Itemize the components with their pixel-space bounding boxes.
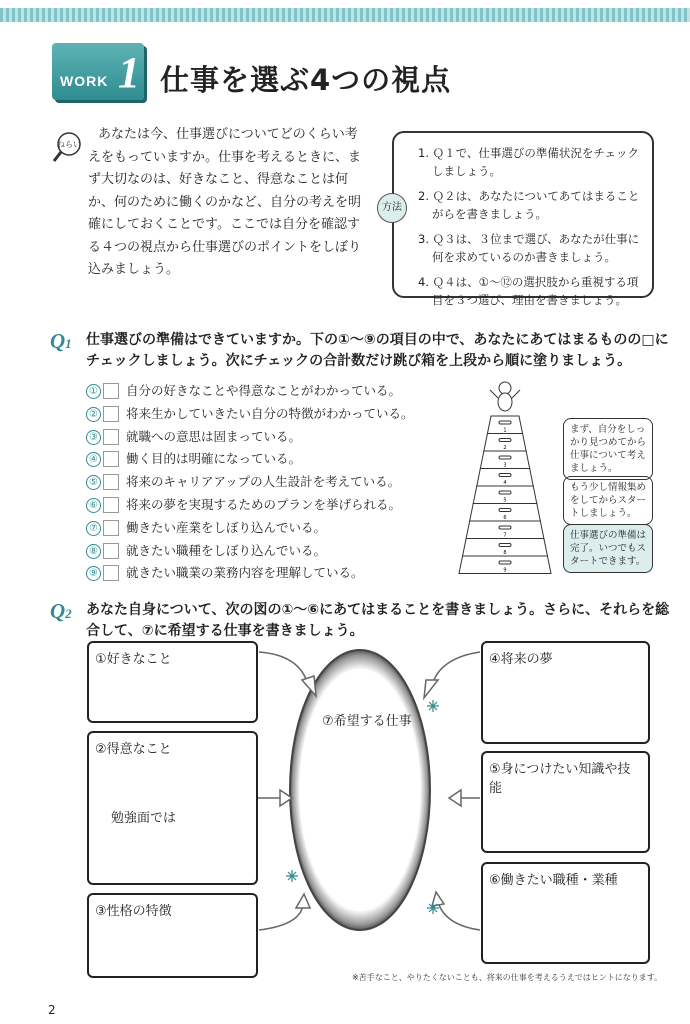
- q2-label: Q2: [50, 599, 72, 623]
- checkbox[interactable]: [103, 543, 119, 559]
- stair-level-number: 7: [503, 532, 507, 539]
- item-number: ⑧: [86, 544, 101, 559]
- checklist-item: [86, 426, 446, 449]
- item-label: 将来のキャリアアップの人生設計を考えている。: [126, 474, 401, 490]
- stair-level-number: 5: [503, 497, 507, 504]
- checkbox[interactable]: [103, 429, 119, 445]
- box-likes[interactable]: ①好きなこと: [87, 641, 258, 723]
- item-label: 就職への意思は固まっている。: [126, 428, 302, 444]
- stair-handle: [499, 474, 511, 477]
- method-step: 1. Ｑ１で、仕事選びの準備状況をチェックしましょう。: [418, 146, 640, 178]
- checkbox[interactable]: [103, 406, 119, 422]
- stair-level-number: 3: [503, 462, 507, 469]
- checkbox[interactable]: [103, 497, 119, 513]
- center-oval: [290, 650, 430, 930]
- method-tag: 方法: [377, 193, 407, 223]
- page-title: 仕事を選ぶ4つの視点: [160, 63, 452, 97]
- stair-handle: [499, 439, 511, 442]
- badge-number: 1: [118, 48, 140, 97]
- footnote: ※苦手なこと、やりたくないことも、将来の仕事を考えるうえではヒントになります。: [352, 973, 663, 982]
- method-step: 2. Ｑ２は、あなたについてあてはまることがらを書きましょう。: [418, 189, 640, 221]
- item-number: ⑦: [86, 521, 101, 536]
- stair-handle: [499, 421, 511, 424]
- work-badge: [52, 43, 144, 100]
- item-number: ⑥: [86, 498, 101, 513]
- box-future-dream[interactable]: ④将来の夢: [481, 641, 650, 744]
- stair-level-number: 2: [503, 445, 507, 451]
- checklist-item: [86, 403, 446, 426]
- item-number: ③: [86, 430, 101, 445]
- page-number: 2: [48, 1003, 56, 1017]
- stair-note-middle: もう少し情報集めをしてからスタートしましょう。: [563, 476, 653, 525]
- checklist-item: [86, 540, 446, 563]
- item-number: ②: [86, 407, 101, 422]
- checkbox[interactable]: [103, 451, 119, 467]
- item-number: ④: [86, 452, 101, 467]
- top-stripe: [0, 8, 690, 22]
- item-label: 自分の好きなことや得意なことがわかっている。: [126, 383, 402, 398]
- q1-question: 仕事選びの準備はできていますか。下の①～⑨の項目の中で、あなたにあてはまるものの□にチェックしましょう。次にチェックの合計数だけ跳び箱を上段から順に塗りましょう。: [86, 332, 669, 369]
- stair-level-number: 8: [503, 550, 507, 556]
- box-strengths[interactable]: ②得意なこと 勉強面では: [87, 731, 258, 885]
- stair-handle: [499, 526, 511, 529]
- box-personality[interactable]: ③性格の特徴: [87, 893, 258, 978]
- checkbox[interactable]: [103, 474, 119, 490]
- center-oval-label: ⑦希望する仕事: [322, 714, 412, 729]
- stair-handle: [499, 561, 511, 564]
- stair-handle: [499, 456, 511, 459]
- checkbox[interactable]: [103, 383, 119, 399]
- item-label: 就きたい職業の業務内容を理解している。: [126, 565, 364, 581]
- checklist-item: [86, 517, 446, 540]
- checklist-item: [86, 562, 446, 585]
- stair-level-number: 9: [503, 567, 507, 574]
- q1-label: Q1: [50, 329, 72, 353]
- stair-handle: [499, 509, 511, 512]
- checklist-item: [86, 380, 446, 403]
- item-number: ⑤: [86, 475, 101, 490]
- item-number: ⑨: [86, 566, 101, 581]
- checkbox[interactable]: [103, 520, 119, 536]
- q2-question: あなた自身について、次の図の①～⑥にあてはまることを書きましょう。さらに、それらを総合して、⑦に希望する仕事を書きましょう。: [86, 602, 670, 639]
- item-label: 働きたい産業をしぼり込んでいる。: [126, 519, 327, 535]
- q1-checklist: [86, 380, 446, 585]
- stair-level-number: 6: [503, 515, 507, 521]
- stair-note-bottom: 仕事選びの準備は完了。いつでもスタートできます。: [563, 524, 653, 573]
- aim-text: あなたは今、仕事選びについてどのくらい考えをもっていますか。仕事を考えるときに、まず大切なのは、好きなこと、得意なことは何か、何のために働くのかなど、自分の考えを明確にしておくことです。ここでは自分を確認する４つの視点から仕事選びのポイントをしぼり込みましょう。: [88, 127, 362, 277]
- box-skills[interactable]: ⑤身につけたい知識や技能: [481, 751, 650, 853]
- checklist-item: [86, 448, 446, 471]
- method-step: 3. Ｑ３は、３位まで選び、あなたが仕事に何を求めているのか書きましょう。: [418, 232, 640, 264]
- item-number: ①: [86, 384, 101, 399]
- stair-handle: [499, 544, 511, 547]
- item-label: 将来生かしていきたい自分の特徴がわかっている。: [126, 405, 414, 421]
- stair-level-number: 4: [503, 480, 507, 486]
- dog-character-icon: [490, 382, 520, 411]
- vaulting-box-diagram: [448, 380, 558, 580]
- magnifier-icon: [52, 130, 86, 164]
- item-label: 働く目的は明確になっている。: [126, 451, 302, 467]
- box-desired-occupation[interactable]: ⑥働きたい職種・業種: [481, 862, 650, 964]
- badge-word: WORK: [60, 73, 109, 89]
- method-list: [418, 144, 648, 309]
- checklist-item: [86, 494, 446, 517]
- aim-icon-label: ねらい: [57, 140, 81, 149]
- stair-note-top: まず、自分をしっかり見つめてから仕事について考えましょう。: [563, 418, 653, 480]
- item-label: 将来の夢を実現するためのプランを挙げられる。: [126, 496, 402, 512]
- stair-handle: [499, 491, 511, 494]
- checklist-item: [86, 471, 446, 494]
- item-label: 就きたい職種をしぼり込んでいる。: [126, 542, 327, 558]
- stair-level-number: 1: [503, 427, 507, 434]
- method-step: 4. Ｑ４は、①～⑫の選択肢から重視する項目を３つ選び、理由を書きましょう。: [418, 275, 639, 307]
- checkbox[interactable]: [103, 565, 119, 581]
